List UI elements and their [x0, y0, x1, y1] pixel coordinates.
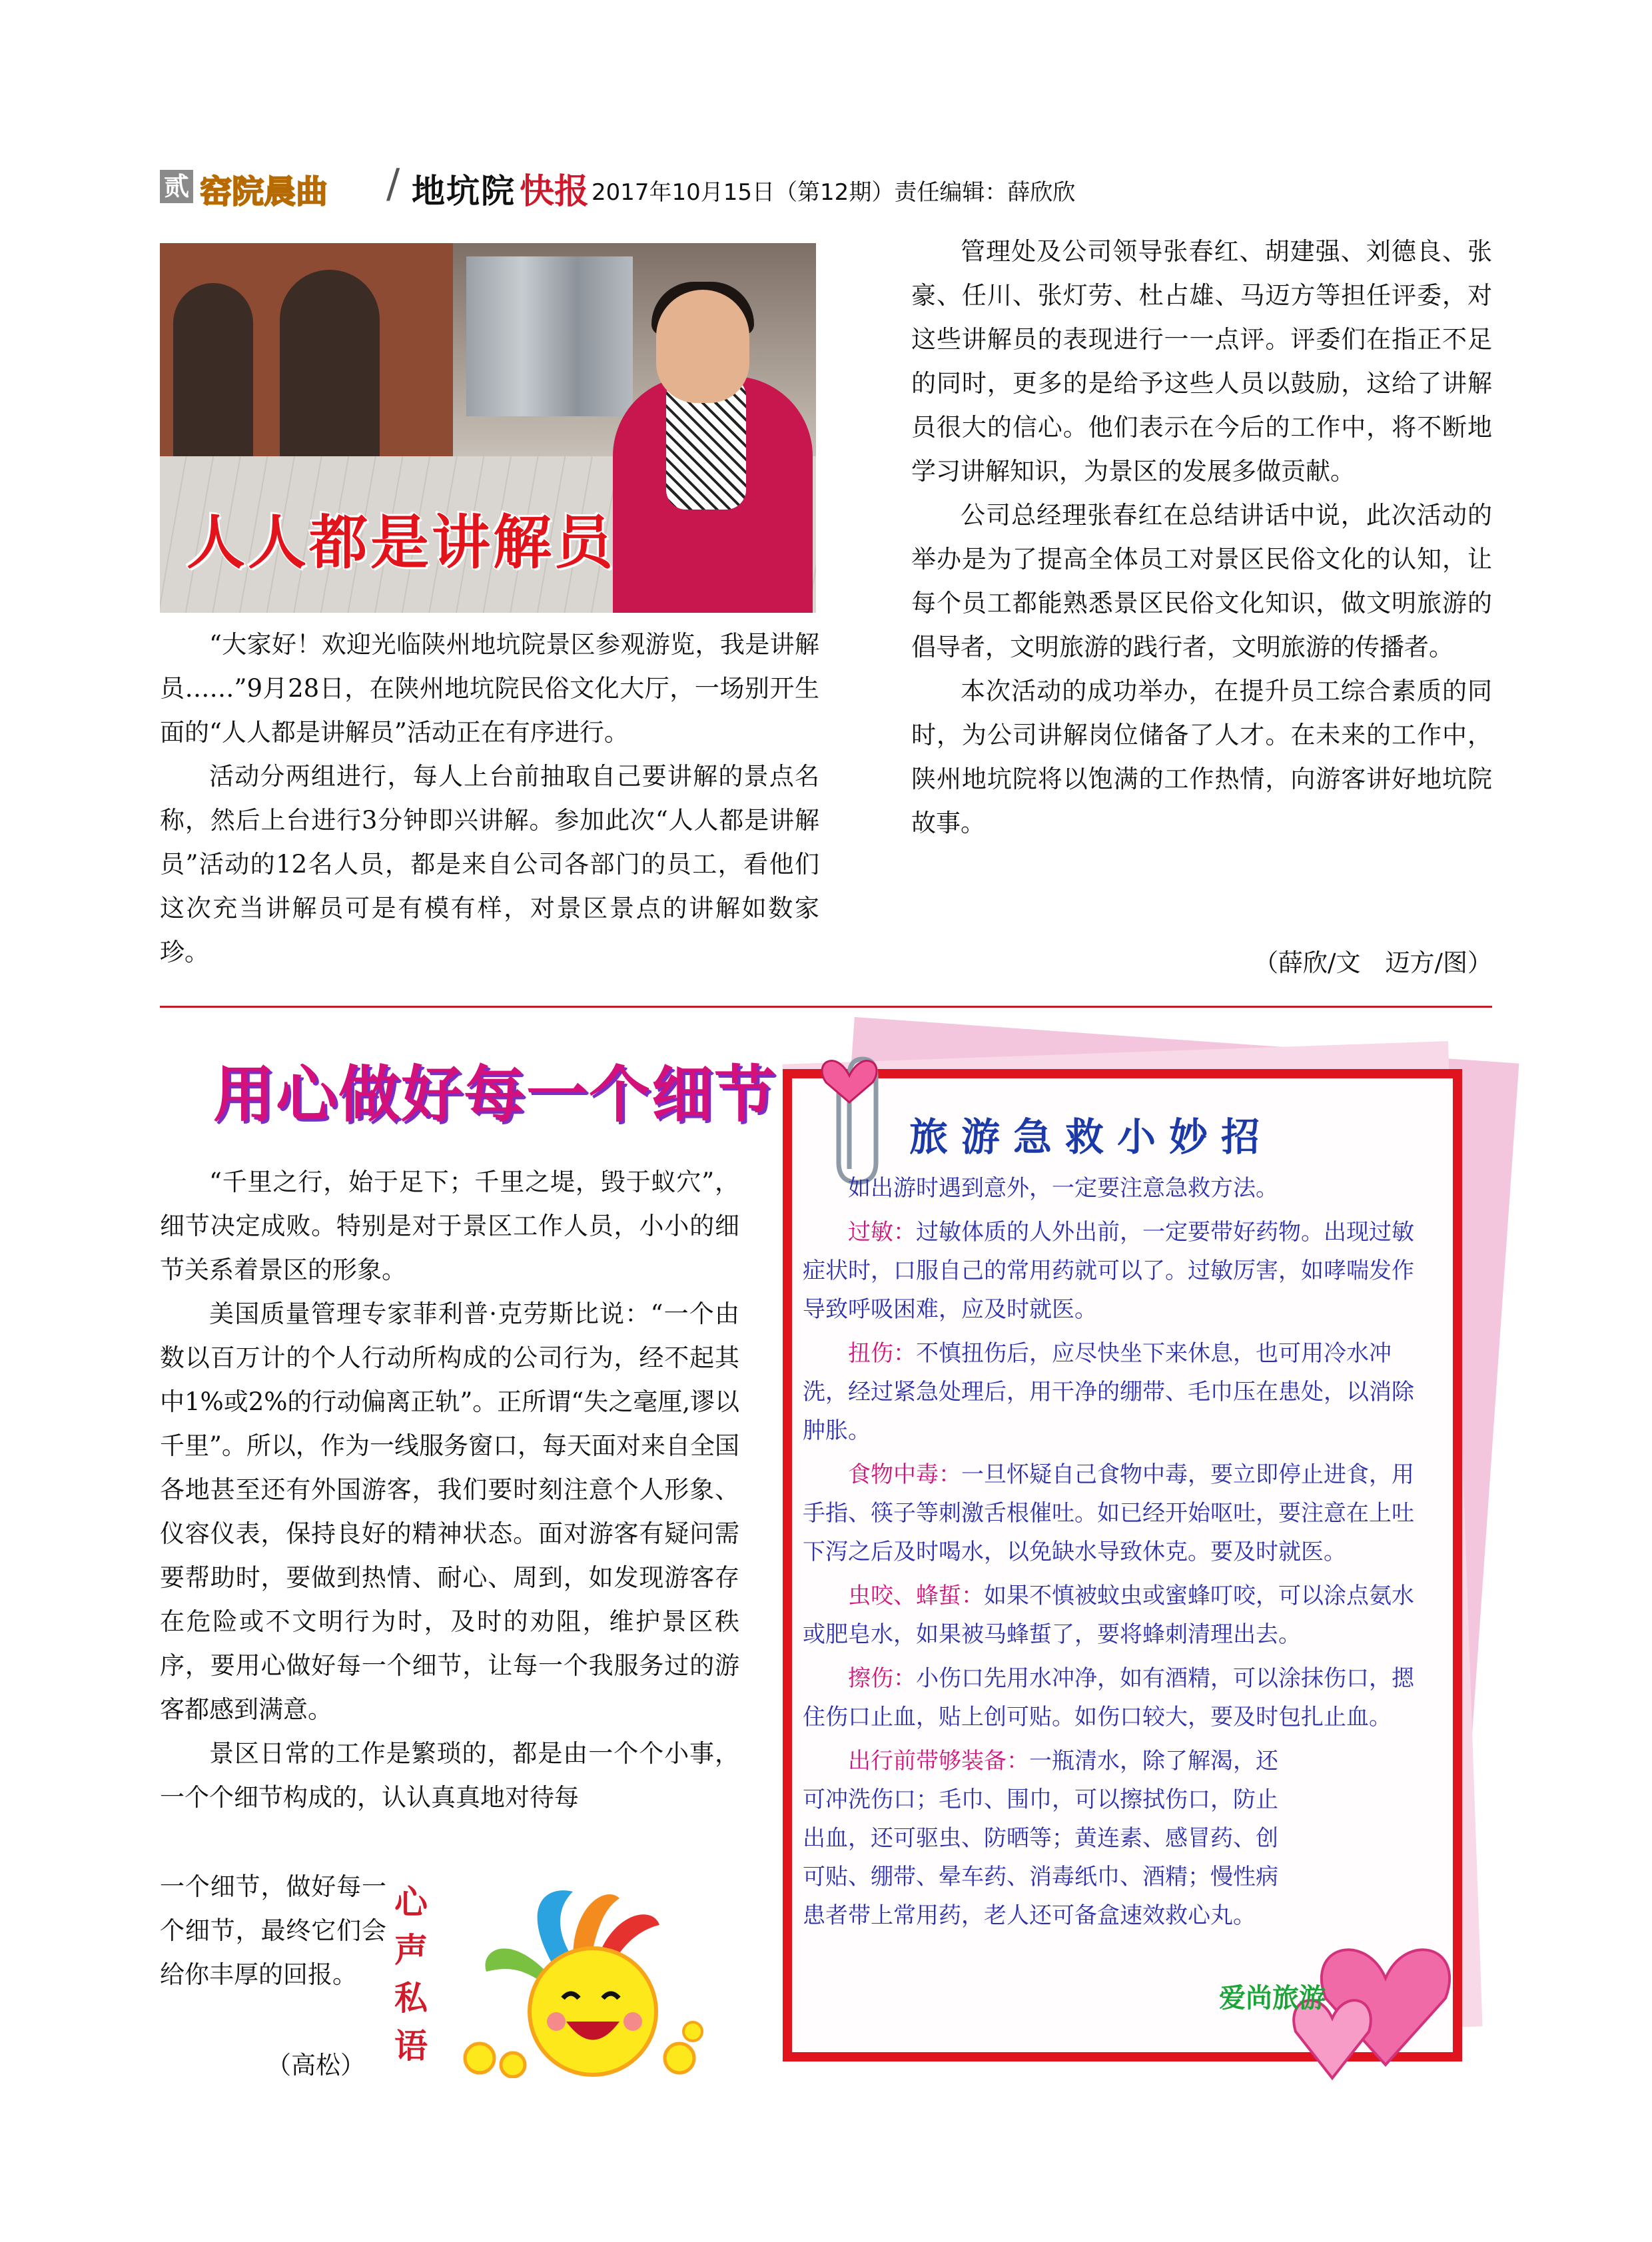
article2-column: [160, 1160, 739, 1820]
article1-paragraph: 本次活动的成功举办，在提升员工综合素质的同时，为公司讲解岗位储备了人才。在未来的工作中，陕州地坑院将以饱满的工作热情，向游客讲好地坑院故事。: [911, 677, 1492, 837]
article1-paragraph: 活动分两组进行，每人上台前抽取自己要讲解的景点名称，然后上台进行3分钟即兴讲解。参加此次“人人都是讲解员”活动的12名人员，都是来自公司各部门的员工，看他们这次充当讲解员可是有模有样，对景区景点的讲解如数家珍。: [160, 762, 819, 966]
paper-name: 地坑院: [412, 172, 516, 210]
paper-kind: 快报: [520, 172, 590, 212]
photo-title: 人人都是讲解员: [187, 508, 616, 577]
paperclip-heart-icon: [809, 1036, 889, 1189]
photo-arch: [173, 283, 253, 463]
tips-item: [803, 1213, 1436, 1329]
tips-item-text: 一瓶清水，除了解渴，还可冲洗伤口；毛巾、围巾，可以擦拭伤口，防止出血，还可驱虫、防晒等；黄连素、感冒药、创可贴、绷带、晕车药、消毒纸巾、酒精；慢性病患者带上常用药，老人还可备盒速效救心丸。: [803, 1748, 1278, 1929]
tips-body: [803, 1169, 1436, 1940]
article2-tail-paragraph: 一个细节，做好每一个细节，最终它们会给你丰厚的回报。: [160, 1872, 386, 1989]
sidebar-char: 私: [394, 1979, 428, 2018]
tips-item: [803, 1334, 1436, 1450]
article1-credit: （薛欣/文 迈方/图）: [1254, 948, 1492, 977]
smiling-sun-illustration: [440, 1878, 719, 2078]
tips-item-text: 一旦怀疑自己食物中毒，要立即停止进食，用手指、筷子等刺激舌根催吐。如已经开始呕吐，要注意在上吐下泻之后及时喝水，以免缺水导致休克。要及时就医。: [803, 1461, 1414, 1565]
article2-tail: [160, 1865, 386, 1997]
article2-paragraph: “千里之行，始于足下；千里之堤，毁于蚁穴”，细节决定成败。特别是对于景区工作人员，小小的细节关系着景区的形象。: [160, 1168, 739, 1284]
article1-paragraph: 管理处及公司领导张春红、胡建强、刘德良、张豪、任川、张灯劳、杜占雄、马迈方等担任评委，对这些讲解员的表现进行一一点评。评委们在指正不足的同时，更多的是给予这些人员以鼓励，这给了讲解员很大的信心。他们表示在今后的工作中，将不断地学习讲解知识，为景区的发展多做贡献。: [911, 237, 1492, 486]
page-header: [160, 161, 1465, 216]
brand-label: 爱尚旅游: [1219, 1983, 1326, 2014]
header-slash: /: [386, 161, 400, 207]
article2-paragraph: 景区日常的工作是繁琐的，都是由一个个小事，一个个细节构成的，认认真真地对待每: [160, 1739, 739, 1812]
tips-item: [803, 1455, 1436, 1571]
tips-item-label: 虫咬、蜂蜇：: [848, 1583, 984, 1609]
photo-person-head: [656, 290, 749, 403]
sidebar-label: [394, 1878, 426, 2070]
page-number-mark: 贰: [160, 170, 193, 203]
article1-left-column: [160, 623, 819, 974]
photo-relief: [466, 256, 633, 416]
tips-item-label: 扭伤：: [848, 1340, 916, 1367]
article1-paragraph: “大家好！欢迎光临陕州地坑院景区参观游览，我是讲解员……”9月28日，在陕州地坑院民俗文化大厅，一场别开生面的“人人都是讲解员”活动正在有序进行。: [160, 630, 819, 747]
tips-item-text: 不慎扭伤后，应尽快坐下来休息，也可用冷水冲洗，经过紧急处理后，用干净的绷带、毛巾压在患处，以消除肿胀。: [803, 1340, 1414, 1444]
tips-item: [803, 1577, 1436, 1654]
column-name: 窑院晨曲: [200, 173, 328, 210]
tips-item-text: 过敏体质的人外出前，一定要带好药物。出现过敏症状时，口服自己的常用药就可以了。过敏厉害，如哮喘发作导致呼吸困难，应及时就医。: [803, 1219, 1414, 1323]
article1-right-column: [911, 230, 1492, 845]
tips-item-text: 小伤口先用水冲净，如有酒精，可以涂抹伤口，摁住伤口止血，贴上创可贴。如伤口较大，要及时包扎止血。: [803, 1665, 1414, 1730]
article-photo: [160, 243, 816, 613]
issue-info: 2017年10月15日（第12期）责任编辑：薛欣欣: [592, 179, 1076, 206]
article2-author: （高松）: [266, 2051, 365, 2079]
tips-item: [803, 1659, 1436, 1736]
tips-item-label: 出行前带够装备：: [848, 1748, 1029, 1774]
article2-headline: 用心做好每一个细节: [213, 1059, 777, 1130]
tips-intro: 如出游时遇到意外，一定要注意急救方法。: [848, 1175, 1278, 1202]
article1-paragraph: 公司总经理张春红在总结讲话中说，此次活动的举办是为了提高全体员工对景区民俗文化的认知，让每个员工都能熟悉景区民俗文化知识，做文明旅游的倡导者，文明旅游的践行者，文明旅游的传播者。: [911, 501, 1492, 661]
sidebar-char: 心: [394, 1883, 428, 1922]
tips-item-label: 食物中毒：: [848, 1461, 961, 1488]
tips-item-label: 过敏：: [848, 1219, 916, 1246]
tips-item: [803, 1742, 1436, 1935]
tips-item-text: 如果不慎被蚊虫或蜜蜂叮咬，可以涂点氨水或肥皂水，如果被马蜂蜇了，要将蜂刺清理出去。: [803, 1583, 1414, 1648]
sidebar-char: 语: [394, 2027, 428, 2065]
tips-title: 旅游急救小妙招: [909, 1114, 1274, 1160]
photo-arch: [280, 270, 380, 463]
section-divider: [160, 1006, 1492, 1008]
article2-paragraph: 美国质量管理专家菲利普·克劳斯比说：“一个由数以百万计的个人行动所构成的公司行为，经不起其中1%或2%的行动偏离正轨”。正所谓“失之毫厘,谬以千里”。所以，作为一线服务窗口，每天面对来自全国各地甚至还有外国游客，我们要时刻注意个人形象、仪容仪表，保持良好的精神状态。面对游客有疑问需要帮助时，要做到热情、耐心、周到，如发现游客存在危险或不文明行为时，及时的劝阻，维护景区秩序，要用心做好每一个细节，让每一个我服务过的游客都感到满意。: [160, 1300, 739, 1724]
sidebar-char: 声: [394, 1931, 428, 1970]
tips-item-label: 擦伤：: [848, 1665, 916, 1692]
